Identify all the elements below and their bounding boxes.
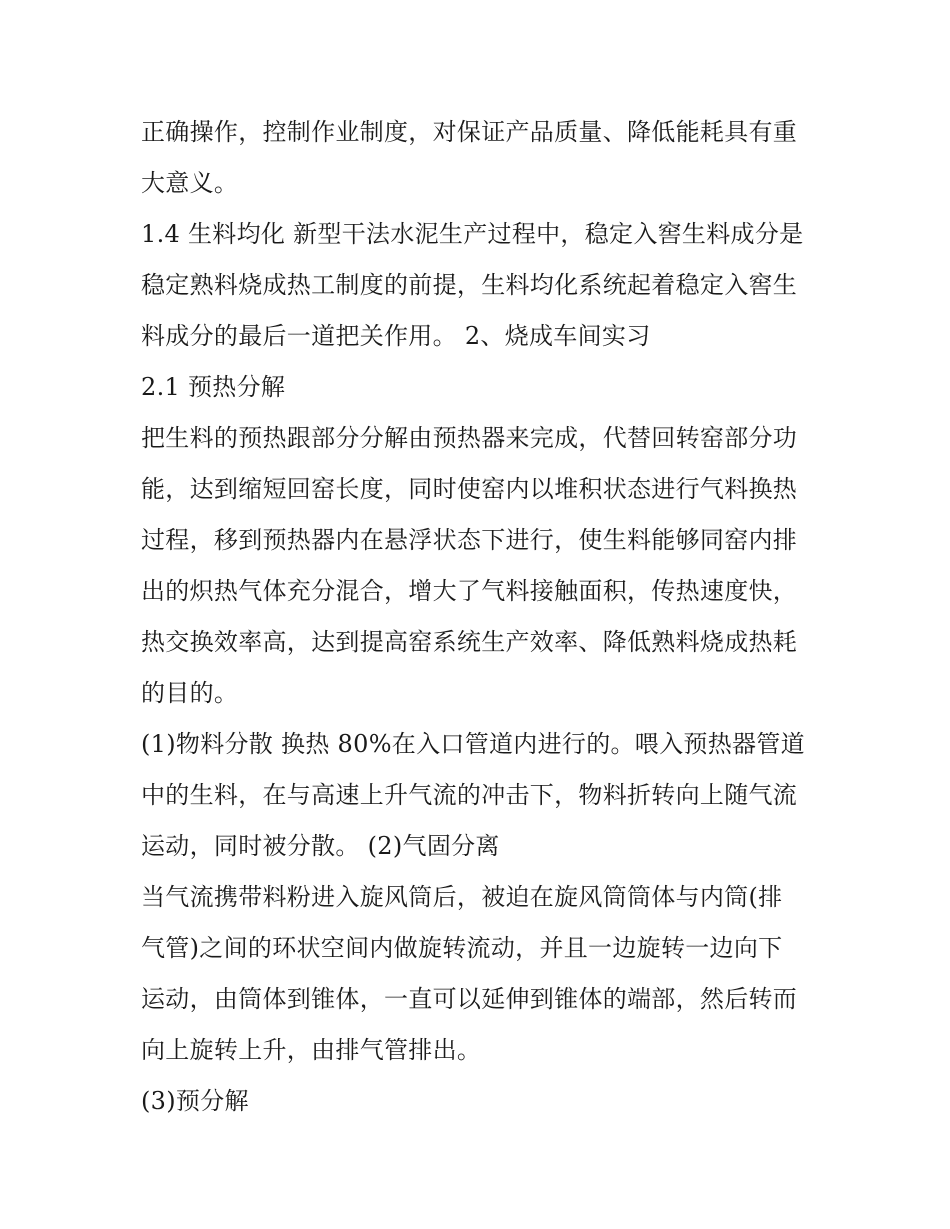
subsection-heading-3: (3)预分解	[141, 1087, 249, 1115]
text-line: 运动，同时被分散。 (2)气固分离	[141, 832, 500, 860]
subsection-heading-1: (1)物料分散 换热 80%在入口管道内进行的。喂入预热器管道	[141, 730, 805, 758]
text-line: 出的炽热气体充分混合，增大了气料接触面积，传热速度快，	[141, 577, 798, 605]
text-line: 气管)之间的环状空间内做旋转流动，并且一边旋转一边向下	[141, 934, 783, 962]
text-line: 的目的。	[141, 679, 239, 707]
text-line: 大意义。	[141, 169, 239, 197]
text-line: 热交换效率高，达到提高窑系统生产效率、降低熟料烧成热耗	[141, 628, 798, 656]
document-body	[141, 107, 813, 1127]
text-line: 当气流携带料粉进入旋风筒后，被迫在旋风筒筒体与内筒(排	[141, 883, 783, 911]
text-line: 过程，移到预热器内在悬浮状态下进行，使生料能够同窑内排	[141, 526, 798, 554]
text-line: 把生料的预热跟部分分解由预热器来完成，代替回转窑部分功	[141, 424, 798, 452]
text-line: 正确操作，控制作业制度，对保证产品质量、降低能耗具有重	[141, 118, 798, 146]
section-heading-2-1: 2.1 预热分解	[141, 373, 286, 401]
text-line: 运动，由筒体到锥体，一直可以延伸到锥体的端部，然后转而	[141, 985, 798, 1013]
text-line: 料成分的最后一道把关作用。 2、烧成车间实习	[141, 322, 651, 350]
text-line: 稳定熟料烧成热工制度的前提，生料均化系统起着稳定入窖生	[141, 271, 798, 299]
text-line: 向上旋转上升，由排气管排出。	[141, 1036, 482, 1064]
text-line: 能，达到缩短回窑长度，同时使窑内以堆积状态进行气料换热	[141, 475, 798, 503]
section-heading-1-4: 1.4 生料均化 新型干法水泥生产过程中，稳定入窖生料成分是	[141, 220, 804, 248]
text-line: 中的生料，在与高速上升气流的冲击下，物料折转向上随气流	[141, 781, 798, 809]
